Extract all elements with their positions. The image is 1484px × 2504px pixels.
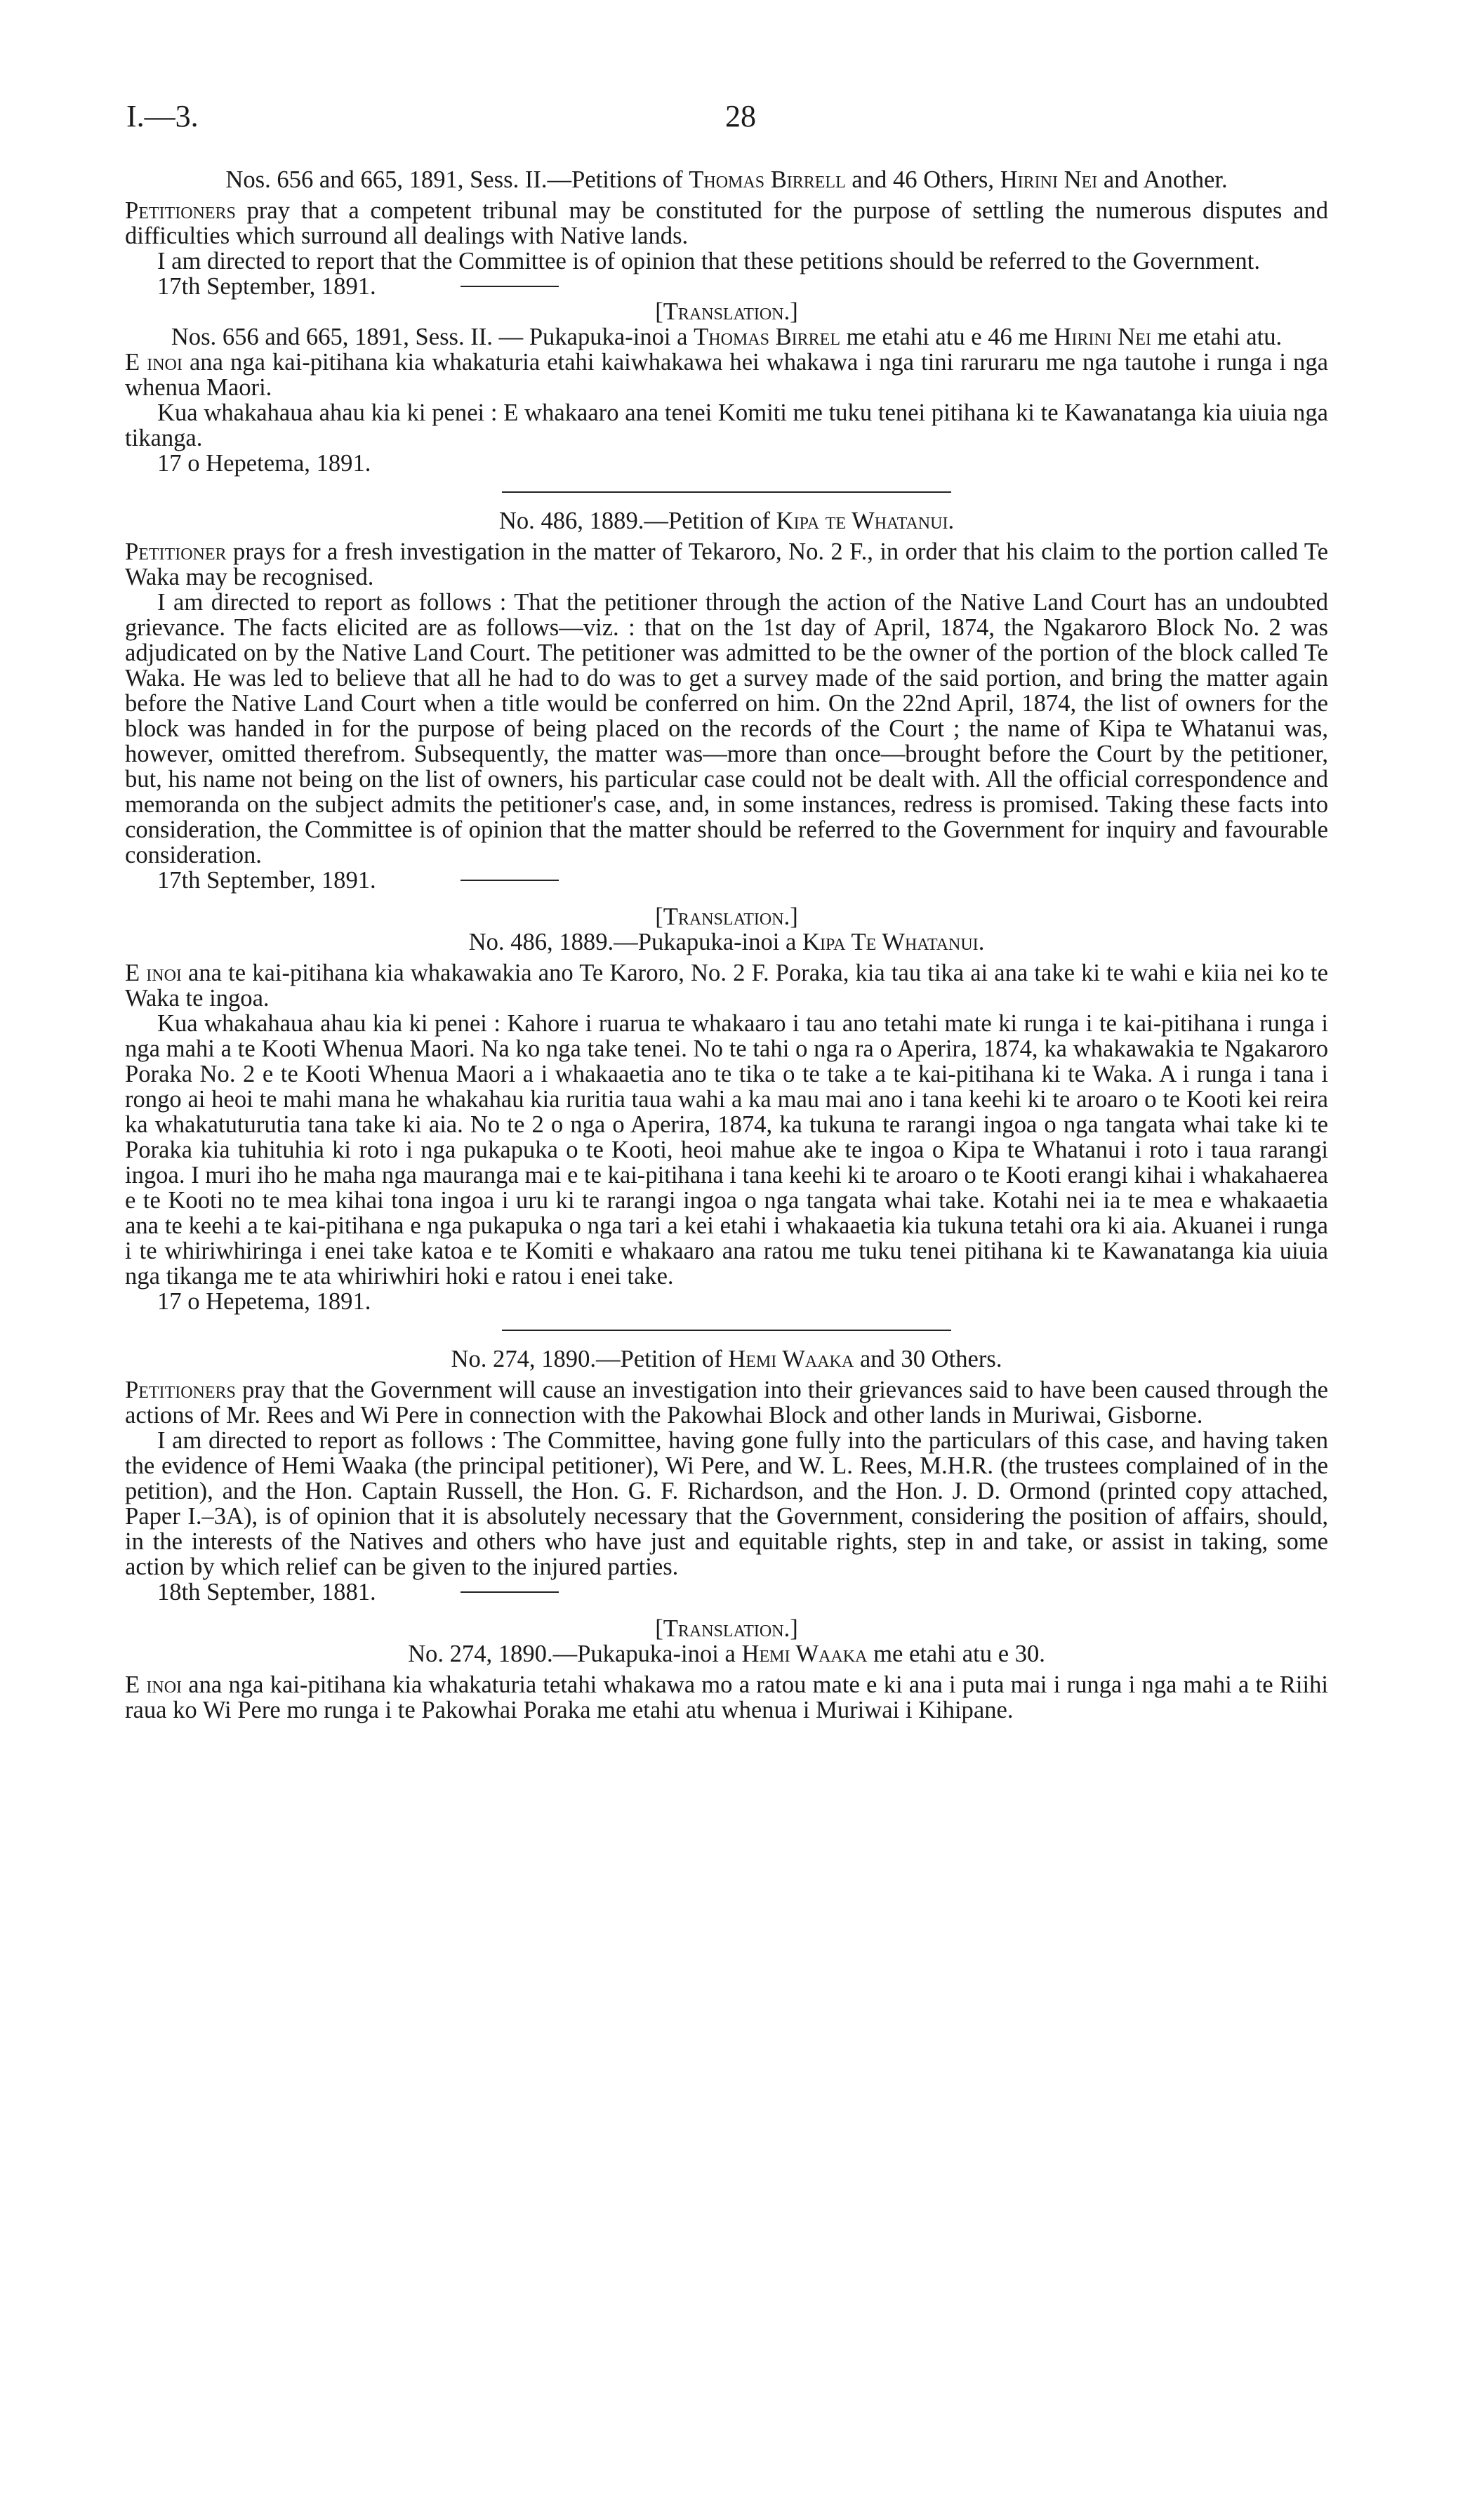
report-paragraph: I am directed to report as follows : That the petitioner through the action of the Native Land Court has an undoubted grievance. The facts elicited are as follows—viz. : that on the 1st day of April, 1874, the Ngakaroro Block No. 2 was adjudicated on by the Native Land Court. The petitioner was admitted to be the owner of the portion of the block called Te Waka. He was led to believe that all he had to do was to get a survey made of the said portion, and bring the matter again before the Native Land Court when a title would be conferred on him. On the 22nd April, 1874, the list of owners for the block was handed in for the purpose of being placed on the records of the Court ; the name of Kipa te Whatanui was, however, omitted therefrom. Subsequently, the matter was—more than once—brought before the Court by the petitioner, but, his name not being on the list of owners, his particular case could not be dealt with. All the official correspondence and memoranda on the subject admits the petitioner's case, and, in some instances, redress is promised. Taking these facts into consideration, the Committee is of opinion that the matter should be referred to the Government for inquiry and favourable consideration.	[125, 589, 1328, 868]
section-divider	[502, 491, 951, 493]
report-date: 17th September, 1891.	[157, 867, 376, 894]
section-heading: No. 274, 1890.—Petition of Hemi Waaka and 30 Others.	[451, 1346, 1002, 1372]
translation-report-paragraph: Kua whakahaua ahau kia ki penei : E whakaaro ana tenei Komiti me tuku tenei pitihana ki te Kawanatanga kia uiuia nga tikanga.	[125, 399, 1328, 451]
petition-section-486	[125, 508, 1328, 1314]
short-divider	[461, 286, 559, 287]
report-date-row	[125, 1579, 1328, 1605]
translation-date: 17 o Hepetema, 1891.	[157, 450, 371, 477]
translation-heading: Nos. 656 and 665, 1891, Sess. II. — Pukapuka-inoi a Thomas Birrel me etahi atu e 46 me Hirini Nei me etahi atu.	[171, 324, 1283, 350]
short-divider	[461, 880, 559, 881]
page-header	[126, 98, 1355, 140]
translation-label: [Translation.]	[655, 903, 798, 930]
short-divider	[461, 1591, 559, 1593]
prayer-paragraph: Petitioners pray that the Government will cause an investigation into their grievances said to have been caused through the actions of Mr. Rees and Wi Pere in connection with the Pakowhai Block and other lands in Muriwai, Gisborne.	[125, 1377, 1328, 1429]
translation-heading: No. 274, 1890.—Pukapuka-inoi a Hemi Waaka me etahi atu e 30.	[408, 1641, 1045, 1667]
report-date: 17th September, 1891.	[157, 273, 376, 300]
report-paragraph: I am directed to report as follows : The Committee, having gone fully into the particulars of this case, and having taken the evidence of Hemi Waaka (the principal petitioner), Wi Pere, and W. L. Rees, M.H.R. (the trustees complained of in the petition), and the Hon. Captain Russell, the Hon. G. F. Richardson, and the Hon. J. D. Ormond (printed copy attached, Paper I.–3A), is of opinion that it is absolutely necessary that the Government, considering the position of affairs, should, in the interests of the Natives and others who have just and equitable rights, step in and take, or assist in taking, some action by which relief can be given to the injured parties.	[125, 1427, 1328, 1580]
page-number: 28	[725, 99, 756, 133]
report-date-row	[125, 868, 1328, 893]
page-body	[125, 167, 1328, 1723]
translation-label: [Translation.]	[655, 298, 798, 325]
report-date-row	[125, 274, 1328, 299]
translation-heading: No. 486, 1889.—Pukapuka-inoi a Kipa Te Whatanui.	[468, 929, 985, 955]
section-heading: Nos. 656 and 665, 1891, Sess. II.—Petitions of Thomas Birrell and 46 Others, Hirini Nei and Another.	[225, 166, 1228, 193]
document-reference: I.—3.	[126, 99, 199, 133]
translation-date: 17 o Hepetema, 1891.	[157, 1288, 371, 1315]
translation-prayer-paragraph: E inoi ana nga kai-pitihana kia whakaturia tetahi whakawa mo a ratou mate e ki ana i puta mai i runga i nga mahi a te Riihi raua ko Wi Pere mo runga i te Pakowhai Poraka me etahi atu whenua i Muriwai i Kihipane.	[125, 1671, 1328, 1723]
translation-report-paragraph: Kua whakahaua ahau kia ki penei : Kahore i ruarua te whakaaro i tau ano tetahi mate ki runga i te kai-pitihana i runga i nga mahi a te Kooti Whenua Maori. Na ko nga take tenei. No te tahi o nga ra o Aperira, 1874, ka whakawakia te Ngakaroro Poraka No. 2 e te Kooti Whenua Maori a i whakaaetia ano te tika o te take a te kai-pitihana ki te Waka. A i runga i tana i rongo ai heoi te mahi mana he whakahau kia ruritia taua wahi a ka mau mai ano i tana keehi ki te aroaro o te Kooti kei reira ka whakatuturutia tana take ki aia. No te 2 o nga o Aperira, 1874, ka tukuna te rarangi ingoa o nga tangata whai take ki te Poraka kia tuhituhia ki roto i nga pukapuka o te Kooti, heoi mahue ake te ingoa o Kipa te Whatanui i roto i taua rarangi ingoa. I muri iho he maha nga mauranga mai e te kai-pitihana i tana keehi ki te aroaro o te Kooti erangi kihai i whakahaerea e te Kooti no te mea kihai tona ingoa i uru ki te rarangi ingoa o nga tangata whai take. Kotahi nei ia te mea e whakaaetia ana te keehi a te kai-pitihana e nga pukapuka o nga tari a kei etahi i whakaaetia kia tukuna tetahi ora ki aia. Akuanei i runga i te whiriwhiringa i enei take katoa e te Komiti e whakaaro ana ratou me tuku tenei pitihana ki te Kawanatanga kia uiuia nga tikanga me te ata whiriwhiri hoki e ratou i enei take.	[125, 1010, 1328, 1290]
prayer-paragraph: Petitioners pray that a competent tribunal may be constituted for the purpose of settling the numerous disputes and difficulties which surround all dealings with Native lands.	[125, 197, 1328, 249]
petition-section-274	[125, 1346, 1328, 1723]
petition-section-656-665	[125, 167, 1328, 476]
section-heading: No. 486, 1889.—Petition of Kipa te Whatanui.	[498, 508, 955, 534]
prayer-paragraph: Petitioner prays for a fresh investigation in the matter of Tekaroro, No. 2 F., in order that his claim to the portion called Te Waka may be recognised.	[125, 538, 1328, 590]
translation-prayer-paragraph: E inoi ana te kai-pitihana kia whakawakia ano Te Karoro, No. 2 F. Poraka, kia tau tika ai ana take ki te wahi e kiia nei ko te Waka te ingoa.	[125, 960, 1328, 1012]
report-paragraph: I am directed to report that the Committee is of opinion that these petitions should be referred to the Government.	[157, 248, 1260, 274]
translation-prayer-paragraph: E inoi ana nga kai-pitihana kia whakaturia etahi kaiwhakawa hei whakawa i nga tini raruraru me nga tautohe i runga i nga whenua Maori.	[125, 349, 1328, 401]
report-date: 18th September, 1881.	[157, 1579, 376, 1605]
section-divider	[502, 1330, 951, 1331]
translation-label: [Translation.]	[655, 1615, 798, 1642]
